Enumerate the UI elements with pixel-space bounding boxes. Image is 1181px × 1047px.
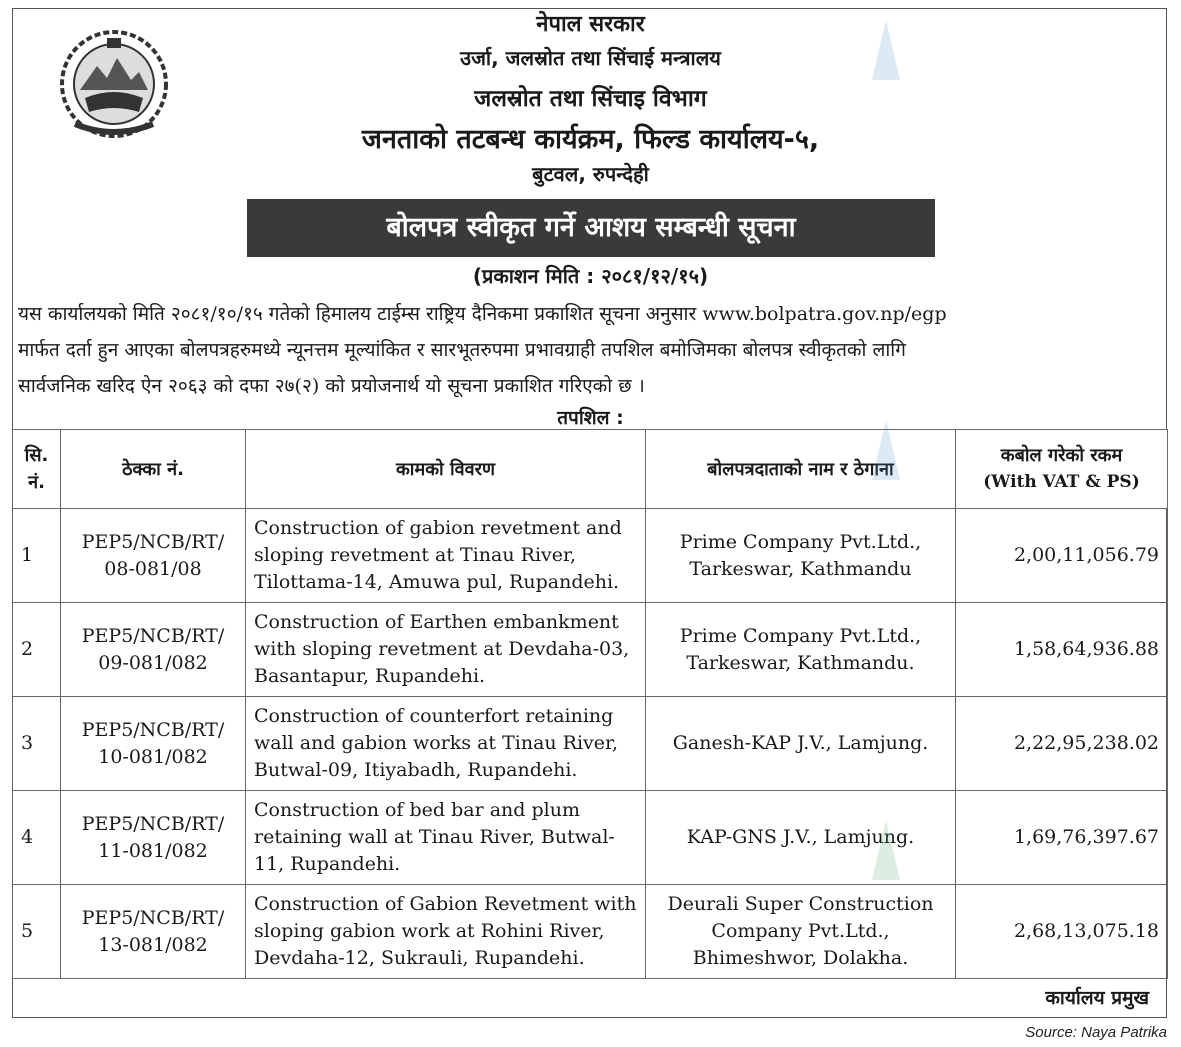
body-line: मार्फत दर्ता हुन आएका बोलपत्रहरुमध्ये न्यूनत्तम मूल्यांकित र सारभूतरुपमा प्रभावग्राही तपशिल बमोजिमका बोलपत्र स्वीकृतको लागि: [18, 339, 906, 361]
cell-bidder: Prime Company Pvt.Ltd., Tarkeswar, Kathmandu.: [646, 603, 956, 697]
cell-bidder: KAP-GNS J.V., Lamjung.: [646, 791, 956, 885]
cell-contract: PEP5/NCB/RT/ 11-081/082: [61, 791, 246, 885]
cell-sn: 3: [13, 697, 61, 791]
cell-amount: 1,58,64,936.88: [956, 603, 1168, 697]
cell-contract: PEP5/NCB/RT/ 09-081/082: [61, 603, 246, 697]
cell-description: Construction of Gabion Revetment with sloping gabion work at Rohini River, Devdaha-12, Sukrauli, Rupandehi.: [246, 885, 646, 979]
table-row: [13, 697, 1168, 791]
watermark-arrow-icon: [872, 420, 900, 480]
body-line: सार्वजनिक खरिद ऐन २०६३ को दफा २७(२) को प्रयोजनार्थ यो सूचना प्रकाशित गरिएको छ ।: [18, 375, 645, 397]
cell-bidder: Prime Company Pvt.Ltd., Tarkeswar, Kathmandu: [646, 509, 956, 603]
header-contract-no: ठेक्का नं.: [61, 430, 246, 509]
header-location: बुटवल, रुपन्देही: [532, 162, 649, 186]
header-sn: सि. नं.: [13, 430, 61, 509]
body-line: यस कार्यालयको मिति २०८१/१०/१५ गतेको हिमालय टाईम्स राष्ट्रिय दैनिकमा प्रकाशित सूचना अनुसार www.bolpatra.gov.np/egp: [18, 303, 947, 325]
cell-bidder: Deurali Super Construction Company Pvt.Ltd., Bhimeshwor, Dolakha.: [646, 885, 956, 979]
notice-body: [18, 296, 1168, 404]
cell-description: Construction of Earthen embankment with sloping revetment at Devdaha-03, Basantapur, Rupandehi.: [246, 603, 646, 697]
cell-contract: PEP5/NCB/RT/ 08-081/08: [61, 509, 246, 603]
cell-amount: 2,00,11,056.79: [956, 509, 1168, 603]
header-office: जनताको तटबन्ध कार्यक्रम, फिल्ड कार्यालय-५,: [361, 124, 820, 155]
table-row: [13, 603, 1168, 697]
cell-description: Construction of bed bar and plum retaining wall at Tinau River, Butwal- 11, Rupandehi.: [246, 791, 646, 885]
cell-amount: 2,68,13,075.18: [956, 885, 1168, 979]
cell-sn: 1: [13, 509, 61, 603]
cell-sn: 4: [13, 791, 61, 885]
cell-sn: 5: [13, 885, 61, 979]
header-bidder: बोलपत्रदाताको नाम र ठेगाना: [646, 430, 956, 509]
cell-sn: 2: [13, 603, 61, 697]
header-government: नेपाल सरकार: [536, 12, 645, 37]
cell-description: Construction of gabion revetment and sloping revetment at Tinau River, Tilottama-14, Amuwa pul, Rupandehi.: [246, 509, 646, 603]
header-ministry: उर्जा, जलस्रोत तथा सिंचाई मन्त्रालय: [460, 46, 721, 70]
cell-amount: 1,69,76,397.67: [956, 791, 1168, 885]
cell-description: Construction of counterfort retaining wall and gabion works at Tinau River, Butwal-09, Itiyabadh, Rupandehi.: [246, 697, 646, 791]
table-row: [13, 791, 1168, 885]
watermark-arrow-icon: [872, 820, 900, 880]
table-row: [13, 509, 1168, 603]
header-department: जलस्रोत तथा सिंचाइ विभाग: [474, 86, 707, 112]
cell-bidder: Ganesh-KAP J.V., Lamjung.: [646, 697, 956, 791]
table-row: [13, 885, 1168, 979]
cell-contract: PEP5/NCB/RT/ 13-081/082: [61, 885, 246, 979]
signature-office-chief: कार्यालय प्रमुख: [1045, 987, 1149, 1009]
header-amount: कबोल गरेको रकम (With VAT & PS): [956, 430, 1168, 509]
publication-date: (प्रकाशन मिति : २०८१/१२/१५): [472, 264, 709, 288]
watermark-arrow-icon: [872, 20, 900, 80]
header-description: कामको विवरण: [246, 430, 646, 509]
schedule-label: तपशिल :: [557, 407, 624, 429]
notice-title: बोलपत्र स्वीकृत गर्ने आशय सम्बन्धी सूचना: [247, 199, 935, 257]
table-header-row: [13, 430, 1168, 509]
source-credit: Source: Naya Patrika: [1025, 1024, 1167, 1041]
cell-amount: 2,22,95,238.02: [956, 697, 1168, 791]
cell-contract: PEP5/NCB/RT/ 10-081/082: [61, 697, 246, 791]
award-table: [12, 429, 1168, 979]
